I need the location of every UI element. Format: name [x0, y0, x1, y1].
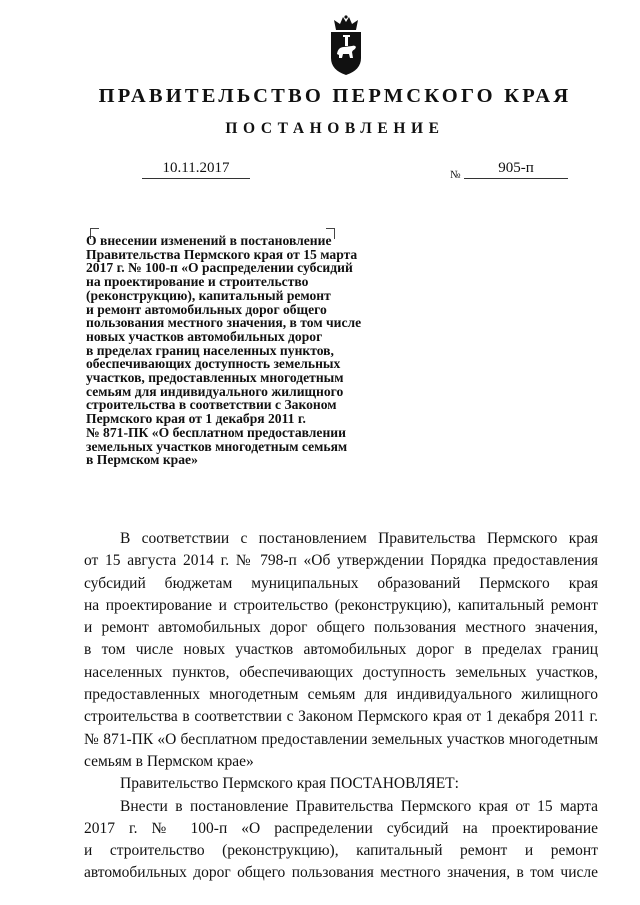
document-body: [84, 528, 598, 885]
subject-line: на проектирование и строительство: [86, 274, 309, 290]
body-line: на проектирование и строительство (реконструкцию), капитальный ремонт: [84, 596, 598, 614]
body-line: в том числе новых участков автомобильных дорог в пределах границ: [84, 641, 598, 659]
body-line: Внести в постановление Правительства Пермского края от 15 марта: [120, 797, 598, 815]
subject-line: земельных участков многодетным семьям: [86, 438, 348, 454]
body-line: субсидий бюджетам муниципальных образований Пермского края: [84, 574, 598, 592]
document-type: ПОСТАНОВЛЕНИЕ: [225, 120, 445, 137]
subject-line: Пермского края от 1 декабря 2011 г.: [86, 411, 306, 427]
body-line: населенных пунктов, обеспечивающих доступность земельных участков,: [84, 663, 598, 681]
subject-line: Правительства Пермского края от 15 марта: [86, 246, 358, 262]
number-sign: №: [450, 169, 461, 181]
body-line: и строительство (реконструкцию), капитальный ремонт и ремонт: [84, 842, 598, 860]
subject-line: строительства в соответствии с Законом: [86, 397, 337, 413]
document-number: 905-п: [464, 160, 568, 179]
body-line: В соответствии с постановлением Правительства Пермского края: [120, 530, 598, 547]
body-line: Правительство Пермского края ПОСТАНОВЛЯЕТ:: [120, 775, 459, 793]
body-line: строительства в соответствии с Законом Пермского края от 1 декабря 2011 г.: [84, 708, 598, 726]
body-line: предоставленных многодетным семьям для индивидуального жилищного: [84, 686, 598, 704]
subject-line: в Пермском крае»: [86, 452, 198, 468]
body-line: автомобильных дорог общего пользования местного значения, в том числе: [84, 864, 598, 882]
subject-line: и ремонт автомобильных дорог общего: [86, 301, 327, 317]
subject-line: в пределах границ населенных пунктов,: [86, 342, 334, 358]
perm-coat-of-arms-icon: [326, 14, 366, 76]
subject-line: новых участков автомобильных дорог: [86, 328, 323, 344]
body-line: от 15 августа 2014 г. № 798-п «Об утверждении Порядка предоставления: [84, 552, 598, 570]
document-subject: [86, 234, 416, 467]
document-date: 10.11.2017: [142, 160, 250, 179]
subject-line: пользования местного значения, в том числе: [86, 315, 362, 331]
government-title: ПРАВИТЕЛЬСТВО ПЕРМСКОГО КРАЯ: [98, 85, 572, 107]
subject-line: участков, предоставленных многодетным: [86, 370, 344, 386]
subject-line: № 871-ПК «О бесплатном предоставлении: [86, 424, 346, 440]
subject-line: 2017 г. № 100-п «О распределении субсидий: [86, 260, 353, 276]
body-line: № 871-ПК «О бесплатном предоставлении земельных участков многодетным: [84, 730, 598, 748]
subject-line: семьям для индивидуального жилищного: [86, 383, 344, 399]
subject-line: (реконструкцию), капитальный ремонт: [86, 287, 331, 303]
body-line: семьям в Пермском крае»: [84, 752, 254, 770]
body-line: 2017 г. № 100-п «О распределении субсидий на проектирование: [84, 819, 598, 837]
subject-line: О внесении изменений в постановление: [86, 233, 332, 248]
subject-line: обеспечивающих доступность земельных: [86, 356, 341, 372]
body-line: и ремонт автомобильных дорог общего пользования местного значения,: [84, 619, 598, 637]
